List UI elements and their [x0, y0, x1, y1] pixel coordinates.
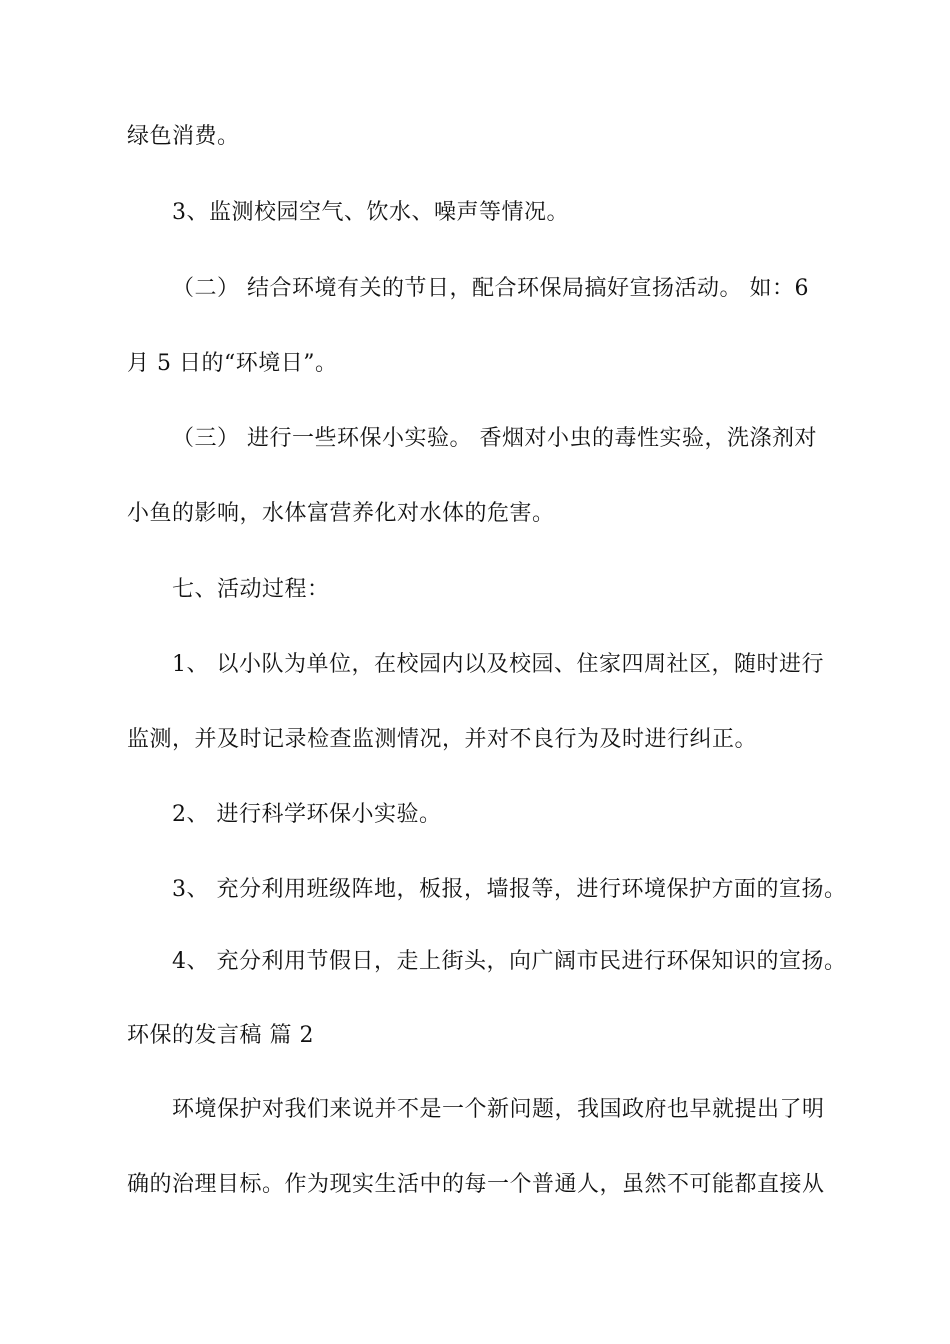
text-line-continuation: 绿色消费。 — [127, 124, 240, 149]
process-item-4: 4、 充分利用节假日，走上街头，向广阔市民进行环保知识的宣扬。 — [172, 949, 847, 974]
section-two-paragraph: （二） 结合环境有关的节日，配合环保局搞好宣扬活动。 如：6 — [172, 276, 809, 301]
speech-paragraph-continuation: 确的治理目标。作为现实生活中的每一个普通人，虽然不可能都直接从 — [127, 1172, 825, 1197]
section-three-continuation: 小鱼的影响，水体富营养化对水体的危害。 — [127, 501, 555, 526]
process-item-1: 1、 以小队为单位，在校园内以及校园、住家四周社区，随时进行 — [172, 652, 824, 677]
process-item-3: 3、 充分利用班级阵地，板报，墙报等，进行环境保护方面的宣扬。 — [172, 877, 847, 902]
process-item-1-continuation: 监测，并及时记录检查监测情况，并对不良行为及时进行纠正。 — [127, 727, 758, 752]
section-heading-speech-2: 环保的发言稿 篇 2 — [127, 1023, 314, 1048]
section-two-continuation: 月 5 日的“环境日”。 — [127, 351, 338, 376]
section-three-paragraph: （三） 进行一些环保小实验。 香烟对小虫的毒性实验，洗涤剂对 — [172, 426, 817, 451]
speech-paragraph: 环境保护对我们来说并不是一个新问题，我国政府也早就提出了明 — [172, 1097, 825, 1122]
heading-activity-process: 七、活动过程： — [172, 577, 330, 602]
list-item-3: 3、监测校园空气、饮水、噪声等情况。 — [172, 200, 569, 225]
process-item-2: 2、 进行科学环保小实验。 — [172, 802, 442, 827]
